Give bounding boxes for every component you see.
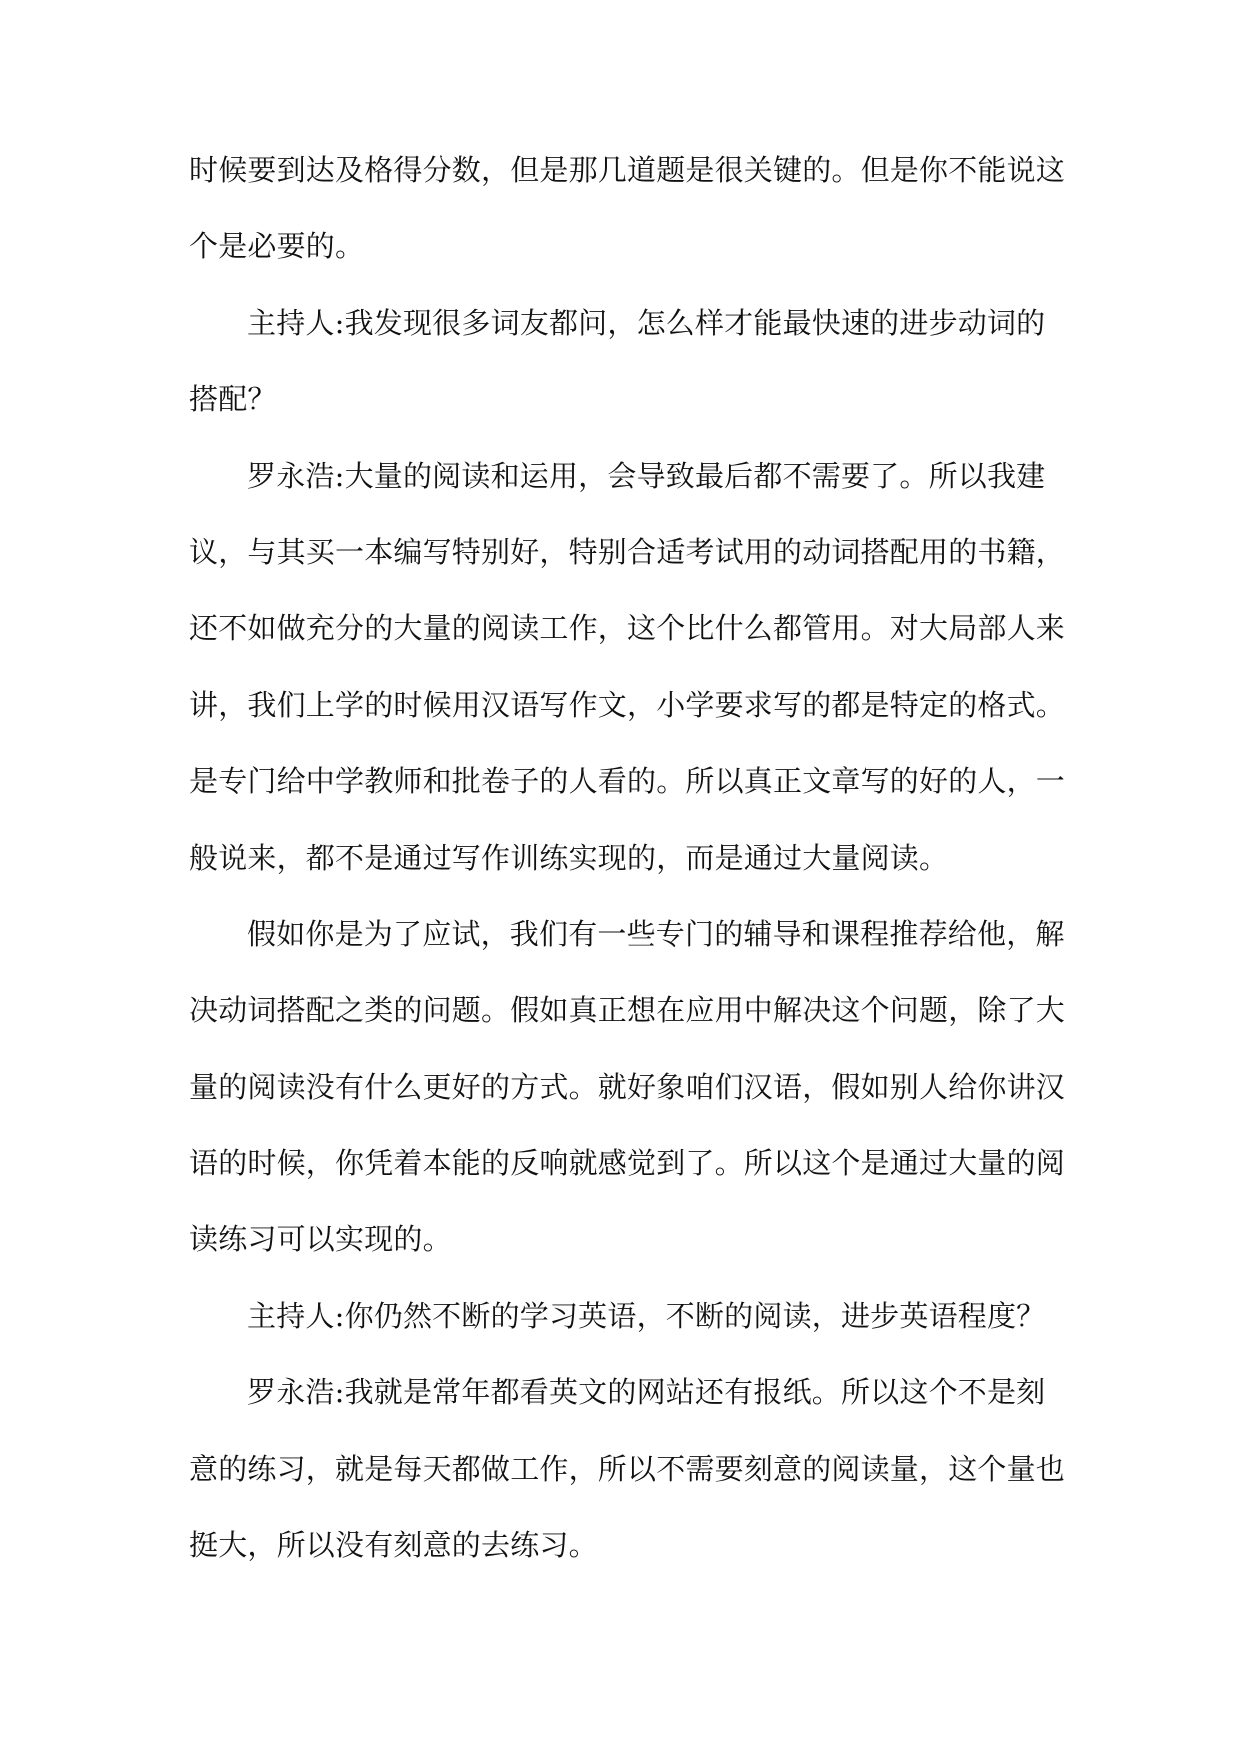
paragraph-first-line: 罗永浩:我就是常年都看英文的网站还有报纸。所以这个不是刻: [247, 1375, 1046, 1410]
paragraph-first-line: 主持人:我发现很多词友都问，怎么样才能最快速的进步动词的: [247, 305, 1046, 340]
text-line: 挺大，所以没有刻意的去练习。: [189, 1528, 598, 1563]
text-line: 议，与其买一本编写特别好，特别合适考试用的动词搭配用的书籍，: [189, 534, 1066, 569]
text-line: 是专门给中学教师和批卷子的人看的。所以真正文章写的好的人，一: [189, 764, 1066, 799]
document-body: [189, 143, 1066, 1594]
text-line: 意的练习，就是每天都做工作，所以不需要刻意的阅读量，这个量也: [189, 1451, 1066, 1486]
text-line: 读练习可以实现的。: [189, 1222, 452, 1257]
text-line: 个是必要的。: [189, 229, 365, 264]
text-line: 量的阅读没有什么更好的方式。就好象咱们汉语，假如别人给你讲汉: [189, 1069, 1066, 1104]
paragraph-first-line: 主持人:你仍然不断的学习英语，不断的阅读，进步英语程度？: [247, 1298, 1046, 1333]
paragraph-first-line: 罗永浩:大量的阅读和运用，会导致最后都不需要了。所以我建: [247, 458, 1046, 493]
text-line: 决动词搭配之类的问题。假如真正想在应用中解决这个问题，除了大: [189, 993, 1066, 1028]
text-line: 语的时候，你凭着本能的反响就感觉到了。所以这个是通过大量的阅: [189, 1146, 1066, 1181]
paragraph-first-line: 假如你是为了应试，我们有一些专门的辅导和课程推荐给他，解: [247, 916, 1065, 951]
text-line: 时候要到达及格得分数，但是那几道题是很关键的。但是你不能说这: [189, 153, 1066, 187]
text-line: 般说来，都不是通过写作训练实现的，而是通过大量阅读。: [189, 840, 949, 875]
text-line: 还不如做充分的大量的阅读工作，这个比什么都管用。对大局部人来: [189, 611, 1066, 646]
text-line: 搭配？: [189, 382, 277, 417]
text-line: 讲，我们上学的时候用汉语写作文，小学要求写的都是特定的格式。: [189, 687, 1066, 722]
